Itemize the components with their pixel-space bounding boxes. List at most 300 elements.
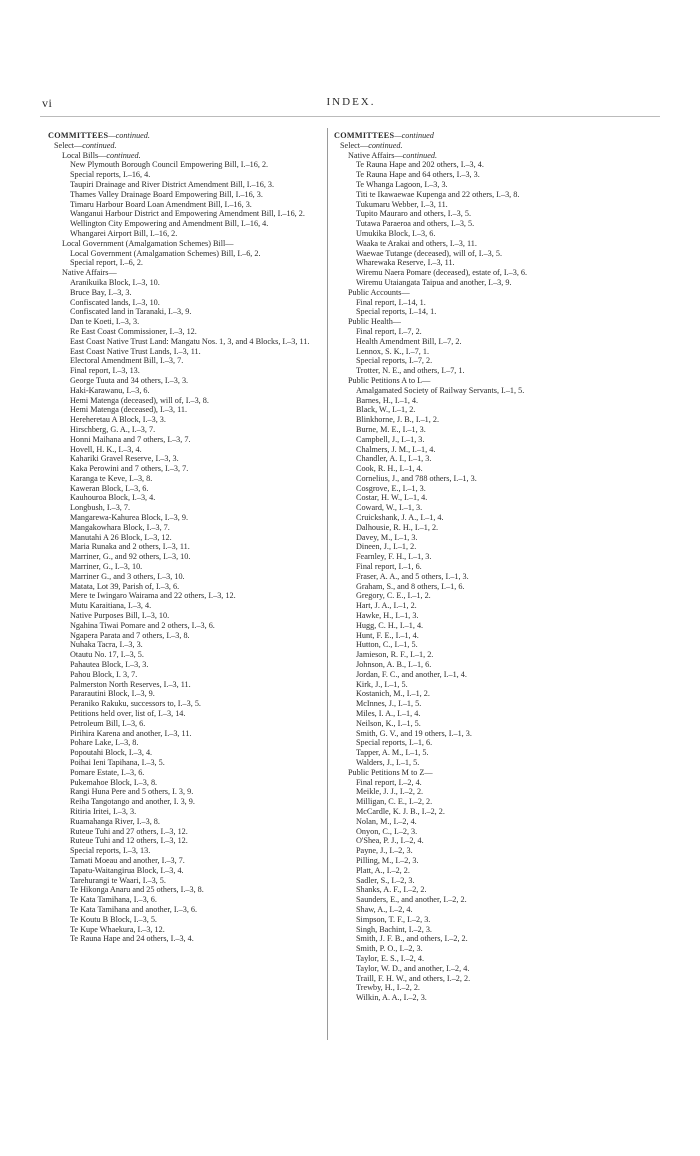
entry-text: Johnson, A. B., I.–1, 6. xyxy=(356,660,432,670)
continued-note: continued. xyxy=(106,150,141,160)
index-entry xyxy=(48,170,344,180)
index-entry xyxy=(334,533,630,543)
index-entry xyxy=(334,709,630,719)
entry-text: Select— xyxy=(54,140,83,150)
entry-text: COMMITTEES xyxy=(48,131,109,140)
section-heading xyxy=(48,131,344,141)
entry-text: Smith, P. O., I.–2, 3. xyxy=(356,944,423,954)
entry-text: Walders, J., I.–1, 5. xyxy=(356,758,420,767)
index-entry xyxy=(334,797,630,807)
index-entry xyxy=(334,572,630,582)
entry-text: Local Government (Amalgamation Schemes) Bill, I.–6, 2. xyxy=(70,248,261,258)
index-entry xyxy=(48,905,344,915)
index-entry xyxy=(48,562,344,572)
entry-text: O'Shea, P. J., I.–2, 4. xyxy=(356,836,424,846)
entry-text: Traill, F. H. W., and others, I.–2, 2. xyxy=(356,973,471,983)
index-entry xyxy=(334,827,630,837)
entry-text: Maria Runaka and 2 others, I.–3, 11. xyxy=(70,542,190,552)
entry-text: Marriner G., and 3 others, I.–3, 10. xyxy=(70,571,185,581)
entry-text: Taupiri Drainage and River District Amendment Bill, I.–16, 3. xyxy=(70,179,275,189)
entry-text: Te Kata Tamihana, I.–3, 6. xyxy=(70,895,157,905)
entry-text: Honni Maihana and 7 others, I.–3, 7. xyxy=(70,434,191,444)
index-entry xyxy=(334,591,630,601)
index-entry xyxy=(334,445,630,455)
entry-text: Kahariki Gravel Reserve, I.–3, 3. xyxy=(70,454,179,464)
entry-text: Davey, M., I.–1, 3. xyxy=(356,532,418,542)
index-entry xyxy=(334,680,630,690)
index-entry xyxy=(334,601,630,611)
index-entry xyxy=(334,542,630,552)
index-entry xyxy=(48,317,344,327)
entry-text: McInnes, J., I.–1, 5. xyxy=(356,699,422,709)
index-entry xyxy=(334,738,630,748)
entry-text: Thames Valley Drainage Board Empowering Bill, I.–16, 3. xyxy=(70,189,263,199)
entry-text: Longbush, I.–3, 7. xyxy=(70,503,131,513)
entry-text: Simpson, T. F., I.–2, 3. xyxy=(356,914,431,924)
index-entry xyxy=(48,611,344,621)
index-entry xyxy=(48,807,344,817)
entry-text: New Plymouth Borough Council Empowering Bill, I.–16, 2. xyxy=(70,160,269,170)
entry-text: Mere te Iwingaro Wairama and 22 others, I.–3, 12. xyxy=(70,591,236,601)
index-entry xyxy=(334,876,630,886)
entry-text: Local Bills— xyxy=(62,150,107,160)
index-entry xyxy=(48,356,344,366)
index-entry xyxy=(334,278,630,288)
entry-text: Umukika Block, I.–3, 6. xyxy=(356,228,436,238)
entry-text: Pomare Estate, I.–3, 6. xyxy=(70,767,145,777)
entry-text: Cook, R. H., I.–1, 4. xyxy=(356,464,423,474)
entry-text: Jordan, F. C., and another, I.–1, 4. xyxy=(356,669,467,679)
index-entry xyxy=(48,513,344,523)
index-entry xyxy=(334,415,630,425)
index-entry xyxy=(334,885,630,895)
index-entry xyxy=(334,160,630,170)
entry-text: Marriner, G., and 92 others, I.–3, 10. xyxy=(70,552,191,562)
entry-text: Waewae Tutange (deceased), will of, I.–3, 5. xyxy=(356,248,502,258)
index-entry xyxy=(48,621,344,631)
index-entry xyxy=(334,895,630,905)
index-entry xyxy=(48,582,344,592)
continued-note: —continued. xyxy=(108,131,150,140)
entry-text: Final report, I.–3, 13. xyxy=(70,366,140,376)
index-entry xyxy=(48,680,344,690)
entry-text: Onyon, C., I.–2, 3. xyxy=(356,826,418,836)
index-entry xyxy=(48,689,344,699)
index-entry xyxy=(48,337,344,347)
index-entry xyxy=(48,768,344,778)
entry-text: Hawke, H., I.–1, 3. xyxy=(356,611,419,621)
index-entry xyxy=(48,778,344,788)
entry-text: Ngapera Parata and 7 others, I.–3, 8. xyxy=(70,630,190,640)
subheading xyxy=(334,317,630,327)
entry-text: Chalmers, J. M., I.–1, 4. xyxy=(356,444,436,454)
index-entry xyxy=(334,836,630,846)
entry-text: Final report, I.–7, 2. xyxy=(356,326,422,336)
index-entry xyxy=(48,729,344,739)
entry-text: Pohare Lake, I.–3, 8. xyxy=(70,738,139,748)
entry-text: Hemi Matenga (deceased), will of, I.–3, 8. xyxy=(70,395,209,405)
entry-text: Milligan, C. E., I.–2, 2. xyxy=(356,797,433,807)
continued-note: continued. xyxy=(82,140,117,150)
entry-text: Aranikuika Block, I.–3, 10. xyxy=(70,277,160,287)
index-entry xyxy=(48,895,344,905)
entry-text: Ruteue Tuhi and 27 others, I.–3, 12. xyxy=(70,826,188,836)
index-entry xyxy=(334,964,630,974)
entry-text: Rangi Huna Pere and 5 others, I. 3, 9. xyxy=(70,787,194,797)
index-entry xyxy=(334,925,630,935)
entry-text: Cruickshank, J. A., I.–1, 4. xyxy=(356,513,444,523)
index-entry xyxy=(48,278,344,288)
entry-text: Ruteue Tuhi and 12 others, I.–3, 12. xyxy=(70,836,188,846)
entry-text: Miles, I. A., I.–1, 4. xyxy=(356,709,421,719)
index-entry xyxy=(334,611,630,621)
index-entry xyxy=(48,787,344,797)
index-column-right xyxy=(334,131,630,1003)
index-entry xyxy=(334,503,630,513)
entry-text: Nuhaka Tacra, I.–3, 3. xyxy=(70,640,143,650)
index-entry xyxy=(48,925,344,935)
index-entry xyxy=(48,249,344,259)
entry-text: Tupito Mauraro and others, I.–3, 5. xyxy=(356,209,471,219)
entry-text: Mangarewa-Kahurea Block, I.–3, 9. xyxy=(70,513,188,523)
index-entry xyxy=(48,258,344,268)
entry-text: Te Rauna Hape and 64 others, I.–3, 3. xyxy=(356,170,480,180)
entry-text: Haki-Karawanu, I.–3, 6. xyxy=(70,385,150,395)
entry-text: Wilkin, A. A., I.–2, 3. xyxy=(356,993,427,1003)
index-entry xyxy=(48,493,344,503)
index-entry xyxy=(48,160,344,170)
entry-text: Amalgamated Society of Railway Servants, I.–1, 5. xyxy=(356,385,525,395)
index-entry xyxy=(334,866,630,876)
entry-text: Hirschberg, G. A., I.–3, 7. xyxy=(70,424,156,434)
entry-text: Public Petitions M to Z— xyxy=(348,767,433,777)
entry-text: Matata, Lot 39, Parish of, I.–3, 6. xyxy=(70,581,180,591)
entry-text: Shanks, A. F., I.–2, 2. xyxy=(356,885,427,895)
index-entry xyxy=(48,425,344,435)
index-entry xyxy=(48,533,344,543)
index-entry xyxy=(334,787,630,797)
entry-text: Final report, I.–1, 6. xyxy=(356,562,422,572)
page-number: vi xyxy=(42,96,53,110)
continued-note: continued. xyxy=(402,150,437,160)
index-entry xyxy=(334,209,630,219)
entry-text: Native Affairs— xyxy=(348,150,403,160)
index-entry xyxy=(48,758,344,768)
entry-text: Reiha Tangotango and another, I. 3, 9. xyxy=(70,797,195,807)
index-entry xyxy=(334,170,630,180)
entry-text: East Coast Native Trust Land: Mangatu Nos. 1, 3, and 4 Blocks, I.–3, 11. xyxy=(70,336,310,346)
entry-text: Petroleum Bill, I.–3, 6. xyxy=(70,718,146,728)
index-entry xyxy=(334,993,630,1003)
entry-text: East Coast Native Trust Lands, I.–3, 11. xyxy=(70,346,201,356)
entry-text: Pahautea Block, I.–3, 3. xyxy=(70,660,149,670)
entry-text: Dalhousie, R. H., I.–1, 2. xyxy=(356,522,439,532)
index-entry xyxy=(48,866,344,876)
index-entry xyxy=(48,640,344,650)
index-entry xyxy=(334,689,630,699)
index-entry xyxy=(48,738,344,748)
index-entry xyxy=(334,729,630,739)
index-entry xyxy=(48,190,344,200)
entry-text: Kaka Perowini and 7 others, I.–3, 7. xyxy=(70,464,189,474)
index-entry xyxy=(48,327,344,337)
entry-text: Costar, H. W., I.–1, 4. xyxy=(356,493,428,503)
index-entry xyxy=(334,474,630,484)
entry-text: Hutton, C., I.–1, 5. xyxy=(356,640,418,650)
subheading xyxy=(334,376,630,386)
index-entry xyxy=(334,640,630,650)
entry-text: Palmerston North Reserves, I.–3, 11. xyxy=(70,679,191,689)
entry-text: Hemi Matenga (deceased), I.–3, 11. xyxy=(70,405,188,415)
entry-text: Health Amendment Bill, I.–7, 2. xyxy=(356,336,462,346)
entry-text: Meikle, J. J., I.–2, 2. xyxy=(356,787,424,797)
index-entry xyxy=(334,778,630,788)
index-entry xyxy=(48,856,344,866)
index-entry xyxy=(334,915,630,925)
entry-text: Special report, I.–6, 2. xyxy=(70,258,143,268)
entry-text: Tamati Moeau and another, I.–3, 7. xyxy=(70,855,185,865)
index-entry xyxy=(334,660,630,670)
index-entry xyxy=(48,709,344,719)
entry-text: Hunt, F. E., I.–1, 4. xyxy=(356,630,419,640)
index-entry xyxy=(48,464,344,474)
subheading xyxy=(334,768,630,778)
entry-text: Petitions held over, list of, I.–3, 14. xyxy=(70,709,186,719)
entry-text: Hereheretau A Block, I.–3, 3. xyxy=(70,415,166,425)
index-entry xyxy=(48,347,344,357)
index-entry xyxy=(48,209,344,219)
index-entry xyxy=(48,572,344,582)
index-entry xyxy=(334,180,630,190)
index-entry xyxy=(334,650,630,660)
index-entry xyxy=(334,405,630,415)
index-entry xyxy=(334,523,630,533)
index-entry xyxy=(334,621,630,631)
entry-text: Special reports, I.–14, 1. xyxy=(356,307,437,317)
subheading xyxy=(334,151,630,161)
entry-text: Te Hikonga Anaru and 25 others, I.–3, 8. xyxy=(70,885,204,895)
index-entry xyxy=(48,601,344,611)
index-entry xyxy=(48,396,344,406)
index-entry xyxy=(48,229,344,239)
index-entry xyxy=(48,797,344,807)
index-entry xyxy=(334,425,630,435)
entry-text: Confiscated lands, I.–3, 10. xyxy=(70,297,160,307)
entry-text: Trewby, H., I.–2, 2. xyxy=(356,983,420,993)
index-entry xyxy=(334,386,630,396)
index-entry xyxy=(334,347,630,357)
entry-text: Tutawa Paraeroa and others, I.–3, 5. xyxy=(356,219,475,229)
entry-text: Nolan, M., I.–2, 4. xyxy=(356,816,417,826)
entry-text: Marriner, G., I.–3, 10. xyxy=(70,562,143,572)
entry-text: Trotter, N. E., and others, I.–7, 1. xyxy=(356,366,465,376)
entry-text: Tukumaru Webber, I.–3, 11. xyxy=(356,199,448,209)
index-entry xyxy=(334,631,630,641)
entry-text: Blinkhorne, J. B., I.–1, 2. xyxy=(356,415,440,425)
header-rule xyxy=(40,116,660,117)
index-entry xyxy=(334,435,630,445)
entry-text: Special reports, I.–7, 2. xyxy=(356,356,433,366)
entry-text: Burne, M. E., I.–1, 3. xyxy=(356,424,426,434)
entry-text: Wiremu Naera Pomare (deceased), estate of, I.–3, 6. xyxy=(356,268,528,278)
entry-text: Tapatu-Waitangirua Block, I.–3, 4. xyxy=(70,865,184,875)
entry-text: Native Affairs— xyxy=(62,268,117,278)
entry-text: Pahou Block, I. 3, 7. xyxy=(70,669,138,679)
index-entry xyxy=(334,983,630,993)
index-entry xyxy=(48,298,344,308)
entry-text: Hart, J. A., I.–1, 2. xyxy=(356,601,417,611)
entry-text: Otautu No. 17, I.–3, 5. xyxy=(70,650,144,660)
entry-text: Poihai Ieni Tapihana, I.–3, 5. xyxy=(70,758,165,767)
entry-text: COMMITTEES xyxy=(334,131,395,140)
subheading xyxy=(48,151,344,161)
entry-text: Dineen, J., I.–1, 2. xyxy=(356,542,417,552)
index-entry xyxy=(334,258,630,268)
index-entry xyxy=(48,631,344,641)
index-entry xyxy=(334,748,630,758)
index-entry xyxy=(334,356,630,366)
entry-text: Popoutahi Block, I.–3, 4. xyxy=(70,748,153,758)
index-entry xyxy=(48,435,344,445)
entry-text: Waaka te Arakai and others, I.–3, 11. xyxy=(356,238,477,248)
entry-text: Public Health— xyxy=(348,317,401,327)
index-entry xyxy=(334,337,630,347)
index-entry xyxy=(334,807,630,817)
entry-text: Singh, Bachint, I.–2, 3. xyxy=(356,924,432,934)
index-entry xyxy=(334,719,630,729)
entry-text: Final report, I.–14, 1. xyxy=(356,297,426,307)
index-entry xyxy=(334,856,630,866)
entry-text: Cornelius, J., and 788 others, I.–1, 3. xyxy=(356,473,477,483)
index-entry xyxy=(334,229,630,239)
entry-text: Ruamahanga River, I.–3, 8. xyxy=(70,816,160,826)
entry-text: Mutu Karaitiana, I.–3, 4. xyxy=(70,601,152,611)
entry-text: Hugg, C. H., I.–1, 4. xyxy=(356,620,424,630)
index-entry xyxy=(48,454,344,464)
entry-text: Select— xyxy=(340,140,369,150)
entry-text: Karanga te Keve, I.–3, 8. xyxy=(70,473,153,483)
entry-text: Bruce Bay, I.–3, 3. xyxy=(70,287,132,297)
index-entry xyxy=(48,523,344,533)
index-entry xyxy=(334,934,630,944)
entry-text: Final report, I.–2, 4. xyxy=(356,777,422,787)
entry-text: Kauhouroa Block, I.–3, 4. xyxy=(70,493,156,503)
entry-text: Re East Coast Commissioner, I.–3, 12. xyxy=(70,326,197,336)
index-entry xyxy=(48,836,344,846)
entry-text: Neilson, K., I.–1, 5. xyxy=(356,718,421,728)
index-entry xyxy=(48,503,344,513)
entry-text: Manutahi A 26 Block, I.–3, 12. xyxy=(70,532,172,542)
index-entry xyxy=(334,454,630,464)
index-entry xyxy=(48,219,344,229)
entry-text: Peraniko Rakuku, successors to, I.–3, 5. xyxy=(70,699,201,709)
index-entry xyxy=(334,954,630,964)
index-entry xyxy=(48,719,344,729)
index-entry xyxy=(48,366,344,376)
continued-note: continued. xyxy=(368,140,403,150)
entry-text: Sadler, S., I.–2, 3. xyxy=(356,875,415,885)
entry-text: Fearnley, F. H., I.–1, 3. xyxy=(356,552,432,562)
index-entry xyxy=(334,366,630,376)
subheading xyxy=(48,239,344,249)
index-entry xyxy=(334,298,630,308)
entry-text: Jamieson, R. F., I.–1, 2. xyxy=(356,650,434,660)
entry-text: Te Kata Tamihana and another, I.–3, 6. xyxy=(70,904,198,914)
subheading xyxy=(48,268,344,278)
page-header xyxy=(42,96,660,110)
index-entry xyxy=(48,885,344,895)
index-entry xyxy=(334,396,630,406)
entry-text: Timaru Harbour Board Loan Amendment Bill, I.–16, 3. xyxy=(70,199,252,209)
entry-text: Dan te Koeti, I.–3, 3. xyxy=(70,317,140,327)
entry-text: Kostanich, M., I.–1, 2. xyxy=(356,689,430,699)
entry-text: Public Accounts— xyxy=(348,287,410,297)
index-entry xyxy=(48,846,344,856)
index-entry xyxy=(48,660,344,670)
index-entry xyxy=(48,748,344,758)
index-entry xyxy=(334,582,630,592)
entry-text: Hovell, H. K., I.–3, 4. xyxy=(70,444,142,454)
entry-text: Cosgrove, E., I.–1, 3. xyxy=(356,483,426,493)
index-entry xyxy=(334,670,630,680)
index-entry xyxy=(334,484,630,494)
index-entry xyxy=(334,268,630,278)
index-entry xyxy=(48,650,344,660)
index-entry xyxy=(334,219,630,229)
index-column-left xyxy=(48,131,344,944)
entry-text: Kirk, J., I.–1, 5. xyxy=(356,679,408,689)
entry-text: Taylor, W. D., and another, I.–2, 4. xyxy=(356,963,470,973)
entry-text: Lennox, S. K., I.–7, 1. xyxy=(356,346,429,356)
entry-text: Shaw, A., I.–2, 4. xyxy=(356,904,413,914)
index-entry xyxy=(334,552,630,562)
index-entry xyxy=(334,699,630,709)
entry-text: Platt, A., I.–2, 2. xyxy=(356,865,410,875)
entry-text: Payne, J., I.–2, 3. xyxy=(356,846,413,856)
index-entry xyxy=(48,484,344,494)
index-entry xyxy=(334,190,630,200)
entry-text: Pukemahoe Block, I.–3, 8. xyxy=(70,777,158,787)
entry-text: McCardle, K. J. B., I.–2, 2. xyxy=(356,806,445,816)
entry-text: Public Petitions A to L— xyxy=(348,375,431,385)
entry-text: Ngahina Tiwai Pomare and 2 others, I.–3, 6. xyxy=(70,620,215,630)
index-entry xyxy=(48,934,344,944)
entry-text: Titi te Ikawaewae Kupenga and 22 others, I.–3, 8. xyxy=(356,189,520,199)
entry-text: Special reports, I.–16, 4. xyxy=(70,170,151,180)
entry-text: Tapper, A. M., I.–1, 5. xyxy=(356,748,429,758)
index-entry xyxy=(48,699,344,709)
entry-text: Fraser, A. A., and 5 others, I.–1, 3. xyxy=(356,571,469,581)
index-entry xyxy=(48,288,344,298)
entry-text: Native Purposes Bill, I.–3, 10. xyxy=(70,611,170,621)
entry-text: Wellington City Empowering and Amendment Bill, I.–16, 4. xyxy=(70,219,269,229)
index-entry xyxy=(334,817,630,827)
entry-text: Pilling, M., I.–2, 3. xyxy=(356,855,419,865)
entry-text: Kaweran Block, I.–3, 6. xyxy=(70,483,149,493)
continued-note: —continued xyxy=(394,131,434,140)
index-entry xyxy=(334,249,630,259)
entry-text: Pararautini Block, I.–3, 9. xyxy=(70,689,155,699)
subheading xyxy=(48,141,344,151)
index-entry xyxy=(334,307,630,317)
index-entry xyxy=(48,876,344,886)
index-entry xyxy=(48,200,344,210)
entry-text: Campbell, J., I.–1, 3. xyxy=(356,434,425,444)
entry-text: Te Rauna Hape and 24 others, I.–3, 4. xyxy=(70,934,194,944)
index-entry xyxy=(48,180,344,190)
index-entry xyxy=(334,513,630,523)
entry-text: Taylor, E. S., I.–2, 4. xyxy=(356,953,425,963)
